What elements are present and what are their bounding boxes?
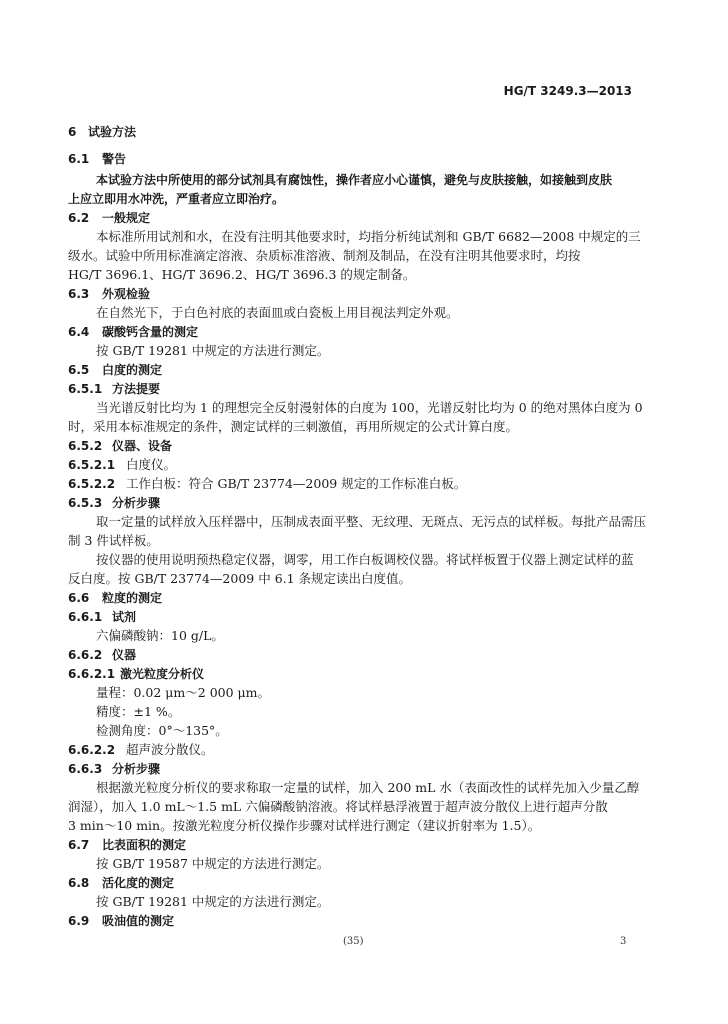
section-heading: 6.6.1 试剂 bbox=[68, 610, 137, 624]
paragraph-line: 取一定量的试样放入压样器中，压制成表面平整、无纹理、无斑点、无污点的试样板。每批产品需压 bbox=[96, 514, 647, 529]
clause-line: 6.6.2.2 超声波分散仪。 bbox=[68, 742, 214, 757]
section-heading: 6 试验方法 bbox=[68, 125, 137, 139]
paragraph-line: 按 GB/T 19281 中规定的方法进行测定。 bbox=[96, 343, 330, 358]
section-heading: 6.6.3 分析步骤 bbox=[68, 762, 161, 776]
paragraph-line: 检测角度：0°～135°。 bbox=[96, 723, 228, 738]
paragraph-line: 按仪器的使用说明预热稳定仪器，调零，用工作白板调校仪器。将试样板置于仪器上测定试样的蓝 bbox=[96, 552, 634, 567]
paragraph-line: HG/T 3696.1、HG/T 3696.2、HG/T 3696.3 的规定制备。 bbox=[68, 267, 416, 282]
section-heading: 6.3 外观检验 bbox=[68, 287, 151, 301]
paragraph-line: 按 GB/T 19587 中规定的方法进行测定。 bbox=[96, 856, 330, 871]
paragraph-line: 按 GB/T 19281 中规定的方法进行测定。 bbox=[96, 894, 330, 909]
paragraph-line: 反白度。按 GB/T 23774—2009 中 6.1 条规定读出白度值。 bbox=[68, 571, 412, 586]
paragraph-line: 量程：0.02 μm～2 000 μm。 bbox=[96, 685, 271, 700]
section-heading: 6.9 吸油值的测定 bbox=[68, 914, 175, 928]
section-heading: 6.8 活化度的测定 bbox=[68, 876, 175, 890]
paragraph-line: 六偏磷酸钠：10 g/L。 bbox=[96, 628, 224, 643]
paragraph-line: 级水。试验中所用标准滴定溶液、杂质标准溶液、制剂及制品，在没有注明其他要求时，均按 bbox=[68, 248, 581, 263]
section-heading: 6.6.2.1 激光粒度分析仪 bbox=[68, 667, 205, 681]
paragraph-line: 根据激光粒度分析仪的要求称取一定量的试样，加入 200 mL 水（表面改性的试样先加入少量乙醇 bbox=[96, 780, 640, 795]
page-number: 3 bbox=[620, 936, 627, 947]
paragraph-line: 本试验方法中所使用的部分试剂具有腐蚀性，操作者应小心谨慎，避免与皮肤接触，如接触到皮肤 bbox=[96, 173, 613, 187]
section-heading: 6.5.3 分析步骤 bbox=[68, 496, 161, 510]
section-heading: 6.1 警告 bbox=[68, 152, 127, 166]
section-heading: 6.7 比表面积的测定 bbox=[68, 838, 187, 852]
paragraph-line: 制 3 件试样板。 bbox=[68, 533, 159, 548]
paragraph-line: 3 min～10 min。按激光粒度分析仪操作步骤对试样进行测定（建议折射率为 1.5）。 bbox=[68, 818, 541, 833]
section-heading: 6.4 碳酸钙含量的测定 bbox=[68, 325, 199, 339]
section-heading: 6.6.2 仪器 bbox=[68, 648, 137, 662]
section-heading: 6.5 白度的测定 bbox=[68, 363, 163, 377]
paragraph-line: 当光谱反射比均为 1 的理想完全反射漫射体的白度为 100，光谱反射比均为 0 的绝对黑体白度为 0 bbox=[96, 400, 643, 415]
clause-line: 6.5.2.2 工作白板：符合 GB/T 23774—2009 规定的工作标准白板。 bbox=[68, 476, 467, 491]
section-heading: 6.2 一般规定 bbox=[68, 211, 151, 225]
section-heading: 6.6 粒度的测定 bbox=[68, 591, 163, 605]
paragraph-line: 本标准所用试剂和水，在没有注明其他要求时，均指分析纯试剂和 GB/T 6682—2008 中规定的三 bbox=[96, 229, 641, 244]
paragraph-line: 时，采用本标准规定的条件，测定试样的三刺激值，再用所规定的公式计算白度。 bbox=[68, 419, 519, 434]
paragraph-line: 润湿），加入 1.0 mL～1.5 mL 六偏磷酸钠溶液。将试样悬浮液置于超声波分散仪上进行超声分散 bbox=[68, 799, 608, 814]
paragraph-line: 在自然光下，于白色衬底的表面皿或白瓷板上用目视法判定外观。 bbox=[96, 305, 459, 320]
paragraph-line: 上应立即用水冲洗，严重者应立即治疗。 bbox=[68, 192, 285, 206]
paragraph-line: 精度：±1 %。 bbox=[96, 704, 181, 719]
footer-center: (35) bbox=[343, 936, 364, 947]
standard-number: HG/T 3249.3—2013 bbox=[503, 84, 632, 98]
clause-line: 6.5.2.1 白度仪。 bbox=[68, 457, 177, 472]
section-heading: 6.5.1 方法提要 bbox=[68, 382, 161, 396]
section-heading: 6.5.2 仪器、设备 bbox=[68, 439, 173, 453]
